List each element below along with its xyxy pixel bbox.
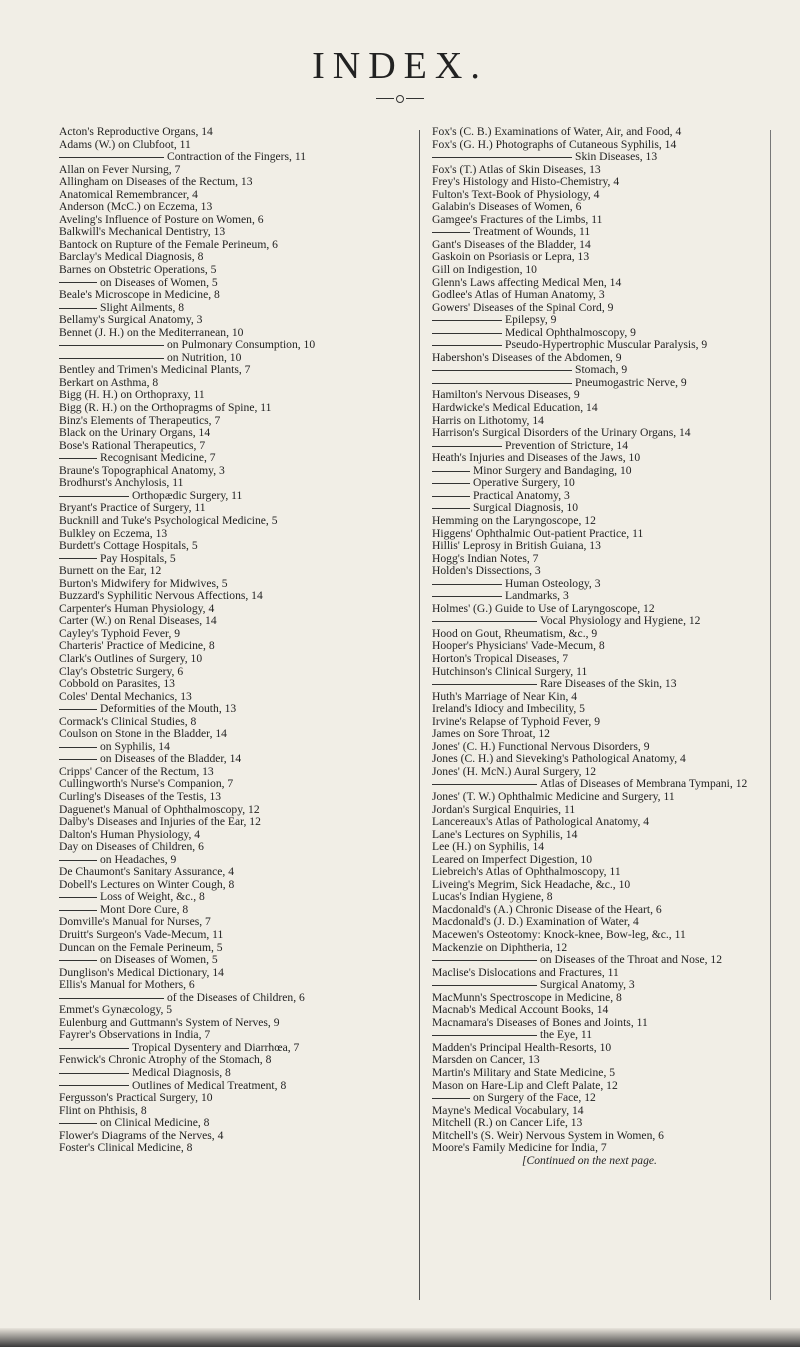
index-entry-text: Cormack's Clinical Studies, 8 (59, 714, 197, 728)
index-entry-text: Moore's Family Medicine for India, 7 (432, 1141, 607, 1155)
index-entry-text: Horton's Tropical Diseases, 7 (432, 651, 569, 665)
ditto-dash (59, 709, 97, 710)
index-entry-text: Clark's Outlines of Surgery, 10 (59, 651, 203, 665)
index-entry-text: Ireland's Idiocy and Imbecility, 5 (432, 702, 585, 716)
index-entry (432, 302, 762, 315)
index-entry-text: Macdonald's (J. D.) Examination of Water, 4 (432, 915, 639, 929)
index-entry-text: Dunglison's Medical Dictionary, 14 (59, 965, 224, 979)
index-entry-text: Harris on Lithotomy, 14 (432, 413, 544, 427)
index-entry-text: Buzzard's Syphilitic Nervous Affections, 14 (59, 589, 263, 603)
index-entry-text: Skin Diseases, 13 (575, 150, 658, 164)
index-column-left (59, 126, 399, 1155)
index-entry-text: Holmes' (G.) Guide to Use of Laryngoscope, 12 (432, 601, 655, 615)
index-entry-text: Coulson on Stone in the Bladder, 14 (59, 727, 227, 741)
index-entry-text: Curling's Diseases of the Testis, 13 (59, 789, 222, 803)
index-entry-text: Irvine's Relapse of Typhoid Fever, 9 (432, 714, 601, 728)
index-entry-text: Bigg (H. H.) on Orthopraxy, 11 (59, 388, 205, 402)
index-entry-text: Burdett's Cottage Hospitals, 5 (59, 539, 198, 553)
index-entry-text: Hooper's Physicians' Vade-Mecum, 8 (432, 639, 605, 653)
index-entry-text: Stomach, 9 (575, 363, 628, 377)
index-entry-text: Rare Diseases of the Skin, 13 (540, 677, 677, 691)
index-entry-text: Cayley's Typhoid Fever, 9 (59, 626, 181, 640)
ditto-dash (59, 747, 97, 748)
page-title: INDEX. (312, 45, 488, 87)
index-entry-text: Flint on Phthisis, 8 (59, 1103, 147, 1117)
ditto-dash (432, 383, 572, 384)
index-entry-text: Fox's (C. B.) Examinations of Water, Air, and Food, 4 (432, 125, 682, 138)
index-entry-text: Coles' Dental Mechanics, 13 (59, 689, 192, 703)
index-entry-text: Macewen's Osteotomy: Knock-knee, Bow-leg, &c., 11 (432, 928, 686, 941)
index-entry-text: Jordan's Surgical Enquiries, 11 (432, 802, 576, 816)
ditto-dash (432, 985, 537, 986)
index-entry-text: Jones' (T. W.) Ophthalmic Medicine and Surgery, 11 (432, 789, 675, 803)
ditto-dash (59, 910, 97, 911)
index-entry-text: Liebreich's Atlas of Ophthalmoscopy, 11 (432, 865, 621, 879)
index-entry-text: Atlas of Diseases of Membrana Tympani, 12 (540, 777, 748, 791)
ditto-dash (432, 320, 502, 321)
index-entry-text: Hamilton's Nervous Diseases, 9 (432, 388, 580, 402)
index-entry-text: on Surgery of the Face, 12 (473, 1091, 596, 1105)
ditto-dash (59, 960, 97, 961)
page-bottom-edge (0, 1328, 800, 1347)
index-entry-text: Pay Hospitals, 5 (100, 551, 176, 565)
index-entry-text: Allingham on Diseases of the Rectum, 13 (59, 175, 253, 189)
index-entry-text: Braune's Topographical Anatomy, 3 (59, 463, 225, 477)
index-entry-text: Medical Diagnosis, 8 (132, 1066, 231, 1080)
index-entry-text: Anderson (McC.) on Eczema, 13 (59, 200, 213, 214)
index-entry-text: Bentley and Trimen's Medicinal Plants, 7 (59, 363, 251, 377)
index-entry-text: Bose's Rational Therapeutics, 7 (59, 438, 206, 452)
index-entry-text: Eulenburg and Guttmann's System of Nerves, 9 (59, 1015, 280, 1029)
ditto-dash (59, 1048, 129, 1049)
index-entry-text: Dobell's Lectures on Winter Cough, 8 (59, 877, 235, 891)
index-entry-text: Martin's Military and State Medicine, 5 (432, 1066, 616, 1080)
index-entry-text: on Diseases of Women, 5 (100, 953, 218, 967)
index-entry-text: Gill on Indigestion, 10 (432, 263, 537, 277)
index-entry (432, 1017, 762, 1030)
ditto-dash (432, 157, 572, 158)
index-entry-text: Macnamara's Diseases of Bones and Joints, 11 (432, 1015, 648, 1029)
ditto-dash (59, 496, 129, 497)
index-entry-text: Gowers' Diseases of the Spinal Cord, 9 (432, 300, 614, 314)
index-entry-text: Binz's Elements of Therapeutics, 7 (59, 413, 221, 427)
index-entry-text: on Nutrition, 10 (167, 350, 242, 364)
index-entry-text: Fenwick's Chronic Atrophy of the Stomach, 8 (59, 1053, 272, 1067)
index-entry-text: Epilepsy, 9 (505, 313, 557, 327)
index-entry-text: Human Osteology, 3 (505, 576, 601, 590)
index-entry-text: Mitchell (R.) on Cancer Life, 13 (432, 1116, 583, 1130)
index-column-right (432, 126, 762, 1167)
index-entry-text: Godlee's Atlas of Human Anatomy, 3 (432, 288, 605, 302)
index-entry-text: Lane's Lectures on Syphilis, 14 (432, 827, 578, 841)
index-entry-text: Berkart on Asthma, 8 (59, 375, 159, 389)
index-entry-text: Dalby's Diseases and Injuries of the Ear, 12 (59, 815, 261, 829)
index-entry-text: Dalton's Human Physiology, 4 (59, 827, 201, 841)
ditto-dash (432, 232, 470, 233)
continued-note (432, 1155, 762, 1168)
index-entry-text: Mason on Hare-Lip and Cleft Palate, 12 (432, 1078, 618, 1092)
index-entry-text: Duncan on the Female Perineum, 5 (59, 940, 223, 954)
index-entry-text: Outlines of Medical Treatment, 8 (132, 1078, 287, 1092)
index-entry-text: Gamgee's Fractures of the Limbs, 11 (432, 212, 603, 226)
index-entry-text: Galabin's Diseases of Women, 6 (432, 200, 582, 214)
index-entry-text: Black on the Urinary Organs, 14 (59, 426, 211, 440)
ditto-dash (432, 960, 537, 961)
ditto-dash (59, 345, 164, 346)
ditto-dash (59, 308, 97, 309)
ditto-dash (432, 784, 537, 785)
index-entry-text: Fulton's Text-Book of Physiology, 4 (432, 187, 600, 201)
index-entry-text: James on Sore Throat, 12 (432, 727, 550, 741)
index-entry-text: Leared on Imperfect Digestion, 10 (432, 852, 592, 866)
index-entry-text: Brodhurst's Anchylosis, 11 (59, 476, 184, 490)
index-entry-text: Burton's Midwifery for Midwives, 5 (59, 576, 228, 590)
index-entry-text: Jones' (C. H.) Functional Nervous Disorders, 9 (432, 739, 650, 753)
index-entry-text: Surgical Anatomy, 3 (540, 978, 635, 992)
column-divider (419, 130, 420, 1300)
index-entry-text: Bigg (R. H.) on the Orthopragms of Spine, 11 (59, 401, 272, 415)
index-entry-text: Charteris' Practice of Medicine, 8 (59, 639, 215, 653)
index-entry-text: Frey's Histology and Histo-Chemistry, 4 (432, 175, 620, 189)
ditto-dash (432, 333, 502, 334)
index-entry-text: Hood on Gout, Rheumatism, &c., 9 (432, 626, 598, 640)
ditto-dash (432, 596, 502, 597)
index-entry-text: Minor Surgery and Bandaging, 10 (473, 463, 632, 477)
index-entry-text: on Diseases of the Throat and Nose, 12 (540, 953, 723, 967)
index-entry-text: Habershon's Diseases of the Abdomen, 9 (432, 350, 622, 364)
index-entry-text: Acton's Reproductive Organs, 14 (59, 125, 213, 138)
index-entry-text: Carpenter's Human Physiology, 4 (59, 601, 215, 615)
index-entry-text: Fergusson's Practical Surgery, 10 (59, 1091, 213, 1105)
index-entry-text: Loss of Weight, &c., 8 (100, 890, 205, 904)
index-entry-text: Harrison's Surgical Disorders of the Urinary Organs, 14 (432, 426, 691, 440)
index-entry-text: Mont Dore Cure, 8 (100, 902, 189, 916)
index-entry-text: Surgical Diagnosis, 10 (473, 501, 579, 515)
index-entry-text: Ellis's Manual for Mothers, 6 (59, 978, 195, 992)
index-entry-text: Carter (W.) on Renal Diseases, 14 (59, 614, 217, 628)
ditto-dash (59, 157, 164, 158)
index-entry-text: Lucas's Indian Hygiene, 8 (432, 890, 553, 904)
index-entry-text: Medical Ophthalmoscopy, 9 (505, 325, 636, 339)
index-entry-text: Macnab's Medical Account Books, 14 (432, 1003, 609, 1017)
index-entry-text: Operative Surgery, 10 (473, 476, 575, 490)
index-entry-text: Daguenet's Manual of Ophthalmoscopy, 12 (59, 802, 260, 816)
ditto-dash (59, 558, 97, 559)
index-entry-text: Druitt's Surgeon's Vade-Mecum, 11 (59, 928, 224, 941)
index-entry-text: the Eye, 11 (540, 1028, 593, 1042)
ditto-dash (432, 496, 470, 497)
index-entry-text: Flower's Diagrams of the Nerves, 4 (59, 1128, 224, 1142)
index-entry-text: Mackenzie on Diphtheria, 12 (432, 940, 568, 954)
ditto-dash (59, 1123, 97, 1124)
ditto-dash (432, 621, 537, 622)
index-entry-text: Burnett on the Ear, 12 (59, 564, 162, 578)
index-entry-text: on Diseases of the Bladder, 14 (100, 752, 242, 766)
index-entry-text: Madden's Principal Health-Resorts, 10 (432, 1040, 612, 1054)
index-entry-text: Holden's Dissections, 3 (432, 564, 541, 578)
ditto-dash (59, 282, 97, 283)
ditto-dash (59, 458, 97, 459)
index-entry-text: Tropical Dysentery and Diarrhœa, 7 (132, 1040, 300, 1054)
index-entry-text: Clay's Obstetric Surgery, 6 (59, 664, 184, 678)
index-entry-text: Vocal Physiology and Hygiene, 12 (540, 614, 701, 628)
index-entry (432, 578, 762, 591)
index-entry-text: Lee (H.) on Syphilis, 14 (432, 840, 545, 854)
index-entry-text: Practical Anatomy, 3 (473, 488, 570, 502)
index-entry-text: [Continued on the next page. (522, 1153, 657, 1167)
index-entry-text: Emmet's Gynæcology, 5 (59, 1003, 173, 1017)
index-entry-text: Gaskoin on Psoriasis or Lepra, 13 (432, 250, 590, 264)
ditto-dash (432, 584, 502, 585)
index-entry-text: Bellamy's Surgical Anatomy, 3 (59, 313, 203, 327)
ditto-dash (432, 1035, 537, 1036)
index-entry-text: Balkwill's Mechanical Dentistry, 13 (59, 225, 226, 239)
ditto-dash (432, 446, 502, 447)
index-entry-text: Lancereaux's Atlas of Pathological Anatomy, 4 (432, 815, 650, 829)
index-entry-text: Maclise's Dislocations and Fractures, 11 (432, 965, 619, 979)
index-entry-text: Hogg's Indian Notes, 7 (432, 551, 539, 565)
index-entry-text: Bryant's Practice of Surgery, 11 (59, 501, 206, 515)
index-entry-text: Barnes on Obstetric Operations, 5 (59, 263, 217, 277)
index-entry-text: Higgens' Ophthalmic Out-patient Practice, 11 (432, 526, 644, 540)
index-entry-text: Bucknill and Tuke's Psychological Medicine, 5 (59, 513, 278, 527)
index-entry-text: Bennet (J. H.) on the Mediterranean, 10 (59, 325, 244, 339)
ditto-dash (59, 998, 164, 999)
index-entry-text: Slight Ailments, 8 (100, 300, 185, 314)
index-entry-text: Prevention of Stricture, 14 (505, 438, 628, 452)
index-entry-text: on Headaches, 9 (100, 852, 177, 866)
index-entry-text: Mayne's Medical Vocabulary, 14 (432, 1103, 584, 1117)
index-entry-text: Barclay's Medical Diagnosis, 8 (59, 250, 204, 264)
index-entry-text: Macdonald's (A.) Chronic Disease of the Heart, 6 (432, 902, 662, 916)
index-entry-text: Gant's Diseases of the Bladder, 14 (432, 237, 591, 251)
ditto-dash (59, 1073, 129, 1074)
index-entry-text: MacMunn's Spectroscope in Medicine, 8 (432, 990, 622, 1004)
ditto-dash (432, 471, 470, 472)
index-entry-text: Recognisant Medicine, 7 (100, 451, 216, 465)
index-entry-text: Day on Diseases of Children, 6 (59, 840, 204, 854)
index-entry-text: Liveing's Megrim, Sick Headache, &c., 10 (432, 877, 631, 891)
ditto-dash (432, 370, 572, 371)
index-entry-text: Cobbold on Parasites, 13 (59, 677, 175, 691)
index-entry-text: Cullingworth's Nurse's Companion, 7 (59, 777, 234, 791)
ditto-dash (432, 508, 470, 509)
ditto-dash (59, 860, 97, 861)
index-entry-text: Landmarks, 3 (505, 589, 569, 603)
index-entry-text: Hemming on the Laryngoscope, 12 (432, 513, 596, 527)
index-entry-text: Contraction of the Fingers, 11 (167, 150, 306, 164)
title-ornament (376, 94, 424, 104)
ditto-dash (59, 897, 97, 898)
index-entry-text: De Chaumont's Sanitary Assurance, 4 (59, 865, 234, 879)
ditto-dash (432, 684, 537, 685)
ditto-dash (432, 483, 470, 484)
index-entry-text: Jones' (H. McN.) Aural Surgery, 12 (432, 764, 597, 778)
index-entry-text: Aveling's Influence of Posture on Women, 6 (59, 212, 264, 226)
index-entry-text: Allan on Fever Nursing, 7 (59, 162, 181, 176)
ditto-dash (59, 358, 164, 359)
index-entry-text: on Syphilis, 14 (100, 739, 170, 753)
ditto-dash (59, 1085, 129, 1086)
page-edge-rule (770, 130, 771, 1300)
index-entry-text: Pneumogastric Nerve, 9 (575, 375, 687, 389)
index-entry-text: of the Diseases of Children, 6 (167, 990, 305, 1004)
index-entry-text: Fox's (T.) Atlas of Skin Diseases, 13 (432, 162, 601, 176)
index-entry-text: Pseudo-Hypertrophic Muscular Paralysis, 9 (505, 338, 708, 352)
index-entry-text: Hutchinson's Clinical Surgery, 11 (432, 664, 588, 678)
index-entry-text: Marsden on Cancer, 13 (432, 1053, 540, 1067)
index-entry-text: Adams (W.) on Clubfoot, 11 (59, 137, 191, 151)
index-entry-text: Bulkley on Eczema, 13 (59, 526, 168, 540)
ditto-dash (432, 1098, 470, 1099)
index-entry-text: Bantock on Rupture of the Female Perineum, 6 (59, 237, 278, 251)
index-entry-text: Glenn's Laws affecting Medical Men, 14 (432, 275, 622, 289)
index-entry-text: Fox's (G. H.) Photographs of Cutaneous Syphilis, 14 (432, 137, 677, 151)
ditto-dash (59, 759, 97, 760)
index-entry-text: Anatomical Remembrancer, 4 (59, 187, 198, 201)
index-entry-text: on Clinical Medicine, 8 (100, 1116, 210, 1130)
index-entry-text: Fayrer's Observations in India, 7 (59, 1028, 211, 1042)
index-entry-text: Treatment of Wounds, 11 (473, 225, 591, 239)
index-entry-text: Deformities of the Mouth, 13 (100, 702, 237, 716)
index-entry-text: Cripps' Cancer of the Rectum, 13 (59, 764, 214, 778)
index-entry-text: Hardwicke's Medical Education, 14 (432, 401, 598, 415)
ditto-dash (432, 345, 502, 346)
index-entry-text: Beale's Microscope in Medicine, 8 (59, 288, 220, 302)
index-entry-text: Mitchell's (S. Weir) Nervous System in Women, 6 (432, 1128, 664, 1142)
index-entry-text: Huth's Marriage of Near Kin, 4 (432, 689, 578, 703)
index-entry-text: on Diseases of Women, 5 (100, 275, 218, 289)
index-entry-text: Jones (C. H.) and Sieveking's Pathological Anatomy, 4 (432, 752, 686, 766)
index-entry-text: Hillis' Leprosy in British Guiana, 13 (432, 539, 601, 553)
index-entry-text: Orthopædic Surgery, 11 (132, 488, 243, 502)
index-entry (59, 1142, 399, 1155)
index-entry-text: Foster's Clinical Medicine, 8 (59, 1141, 193, 1155)
index-entry-text: Heath's Injuries and Diseases of the Jaws, 10 (432, 451, 641, 465)
index-entry-text: Domville's Manual for Nurses, 7 (59, 915, 211, 929)
index-entry-text: on Pulmonary Consumption, 10 (167, 338, 316, 352)
